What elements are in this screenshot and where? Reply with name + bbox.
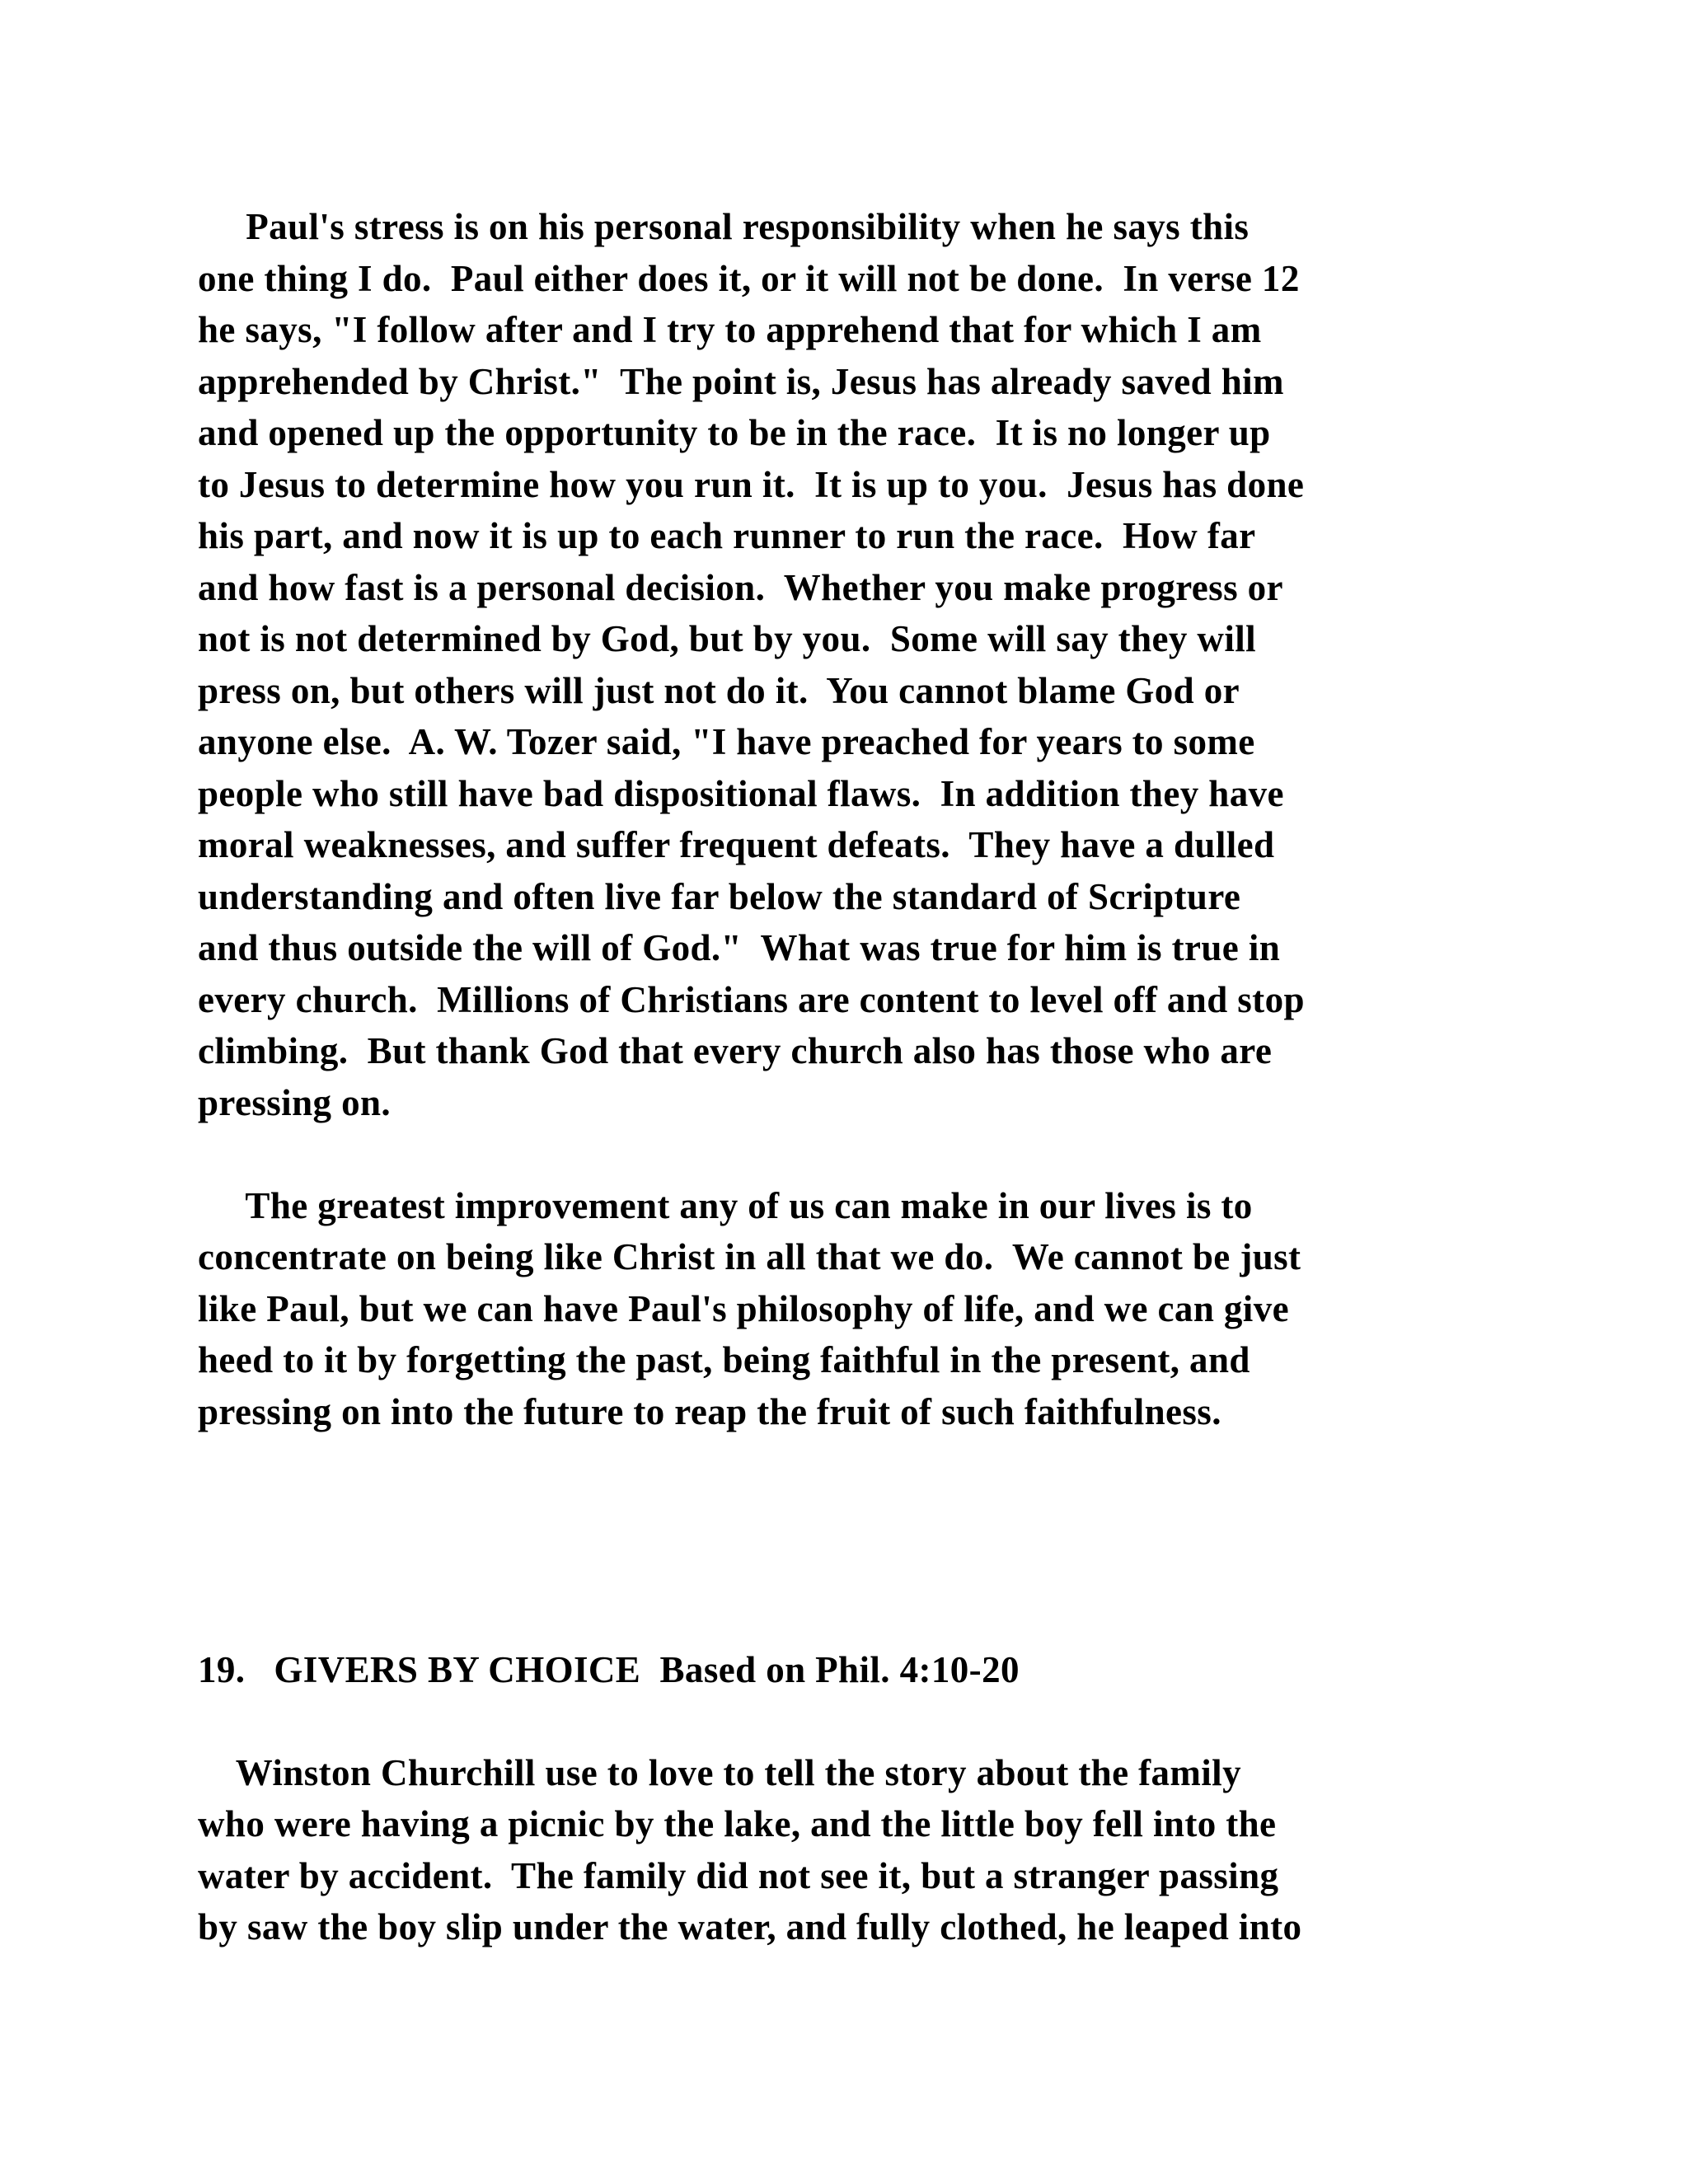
text-line: anyone else. A. W. Tozer said, "I have preached for years to some	[198, 721, 1255, 762]
text-line: by saw the boy slip under the water, and fully clothed, he leaped into	[198, 1906, 1302, 1947]
text-line: one thing I do. Paul either does it, or it will not be done. In verse 12	[198, 258, 1300, 299]
text-line: like Paul, but we can have Paul's philosophy of life, and we can give	[198, 1288, 1289, 1329]
text-line: pressing on into the future to reap the fruit of such faithfulness.	[198, 1391, 1221, 1432]
text-line: to Jesus to determine how you run it. It is up to you. Jesus has done	[198, 464, 1305, 505]
text-line: pressing on.	[198, 1082, 392, 1123]
text-line: and opened up the opportunity to be in the race. It is no longer up	[198, 412, 1271, 453]
text-line: not is not determined by God, but by you. Some will say they will	[198, 618, 1257, 659]
text-line: concentrate on being like Christ in all that we do. We cannot be just	[198, 1236, 1301, 1277]
text-line: Paul's stress is on his personal responsibility when he says this	[198, 206, 1250, 247]
text-line: climbing. But thank God that every church also has those who are	[198, 1030, 1273, 1071]
text-line: Winston Churchill use to love to tell the story about the family	[198, 1752, 1241, 1793]
text-line: he says, "I follow after and I try to apprehend that for which I am	[198, 309, 1262, 350]
text-line: and thus outside the will of God." What was true for him is true in	[198, 927, 1281, 968]
section-heading: 19. GIVERS BY CHOICE Based on Phil. 4:10-20	[198, 1649, 1020, 1690]
text-line: his part, and now it is up to each runner to run the race. How far	[198, 515, 1256, 556]
text-line: water by accident. The family did not see it, but a stranger passing	[198, 1855, 1279, 1896]
text-line: apprehended by Christ." The point is, Jesus has already saved him	[198, 361, 1284, 402]
text-line: The greatest improvement any of us can make in our lives is to	[198, 1185, 1253, 1226]
text-line: heed to it by forgetting the past, being faithful in the present, and	[198, 1339, 1250, 1380]
text-line: moral weaknesses, and suffer frequent defeats. They have a dulled	[198, 824, 1275, 865]
text-line: people who still have bad dispositional flaws. In addition they have	[198, 773, 1284, 814]
text-line: who were having a picnic by the lake, and the little boy fell into the	[198, 1803, 1277, 1844]
text-line: every church. Millions of Christians are content to level off and stop	[198, 979, 1305, 1020]
text-line: and how fast is a personal decision. Whether you make progress or	[198, 567, 1283, 608]
text-line: press on, but others will just not do it. You cannot blame God or	[198, 670, 1240, 711]
text-line: understanding and often live far below the standard of Scripture	[198, 876, 1241, 917]
